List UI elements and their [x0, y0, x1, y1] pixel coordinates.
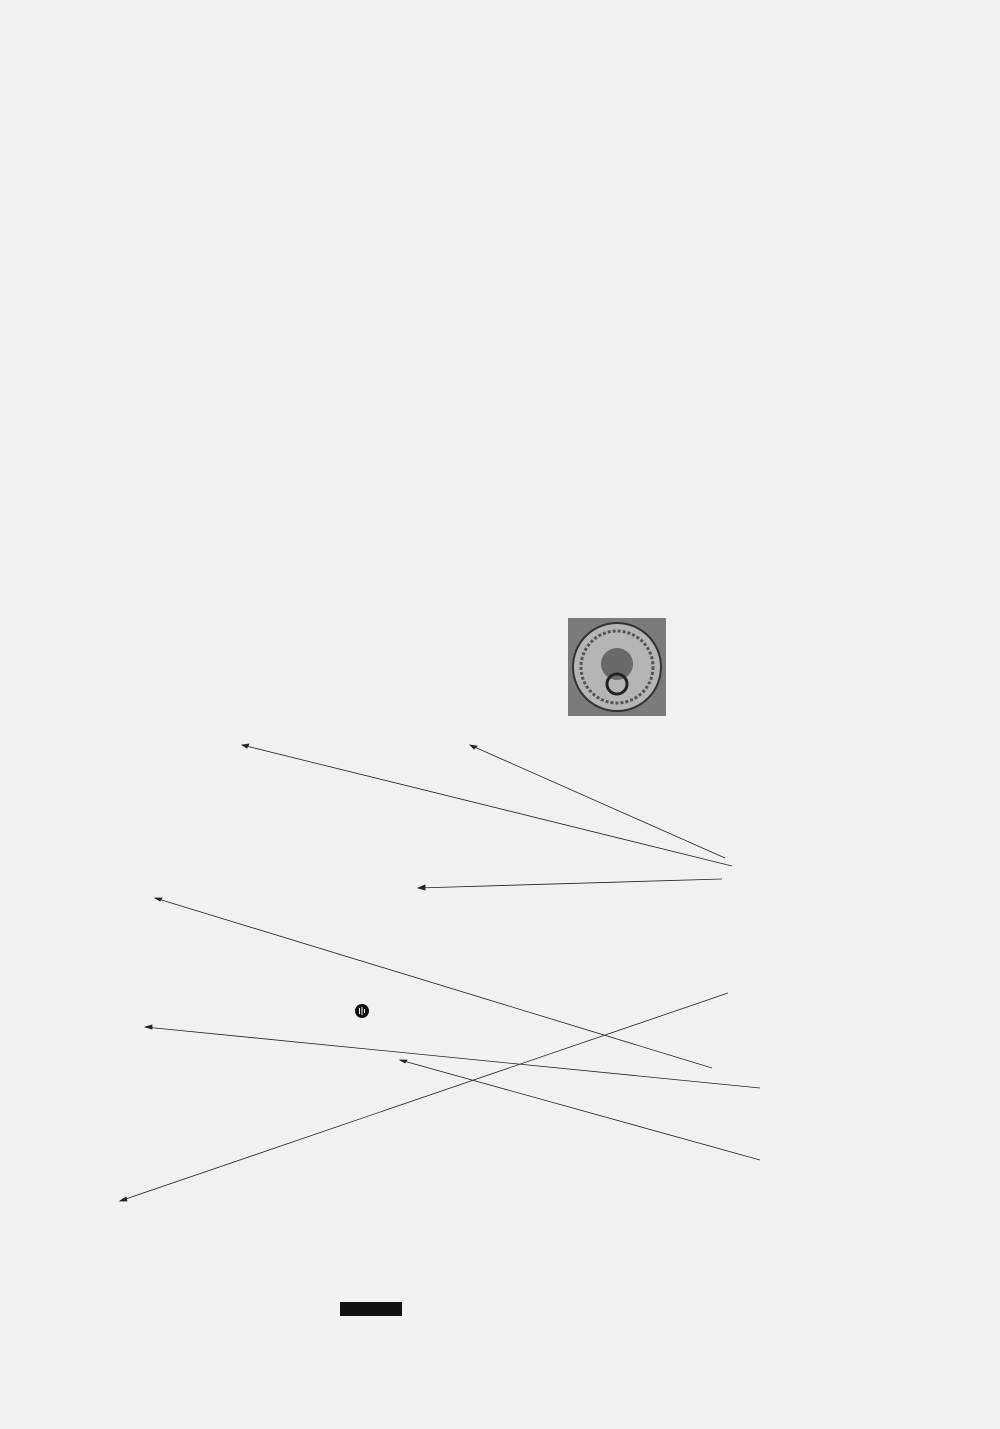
circular-motto: [228, 1322, 328, 1422]
on-logo-icon: [355, 1004, 369, 1018]
lion-knocker-image: [568, 618, 666, 716]
pyramid-pattern-top: [333, 0, 1000, 724]
stadt-koeln-logo: [340, 1302, 402, 1316]
sponsor-logos: [340, 1293, 670, 1373]
venue-info: [680, 1232, 990, 1276]
pyramid-pattern-bottom: [333, 1368, 1000, 1429]
triangle-strip: [340, 1257, 668, 1281]
program-list: [680, 762, 990, 892]
